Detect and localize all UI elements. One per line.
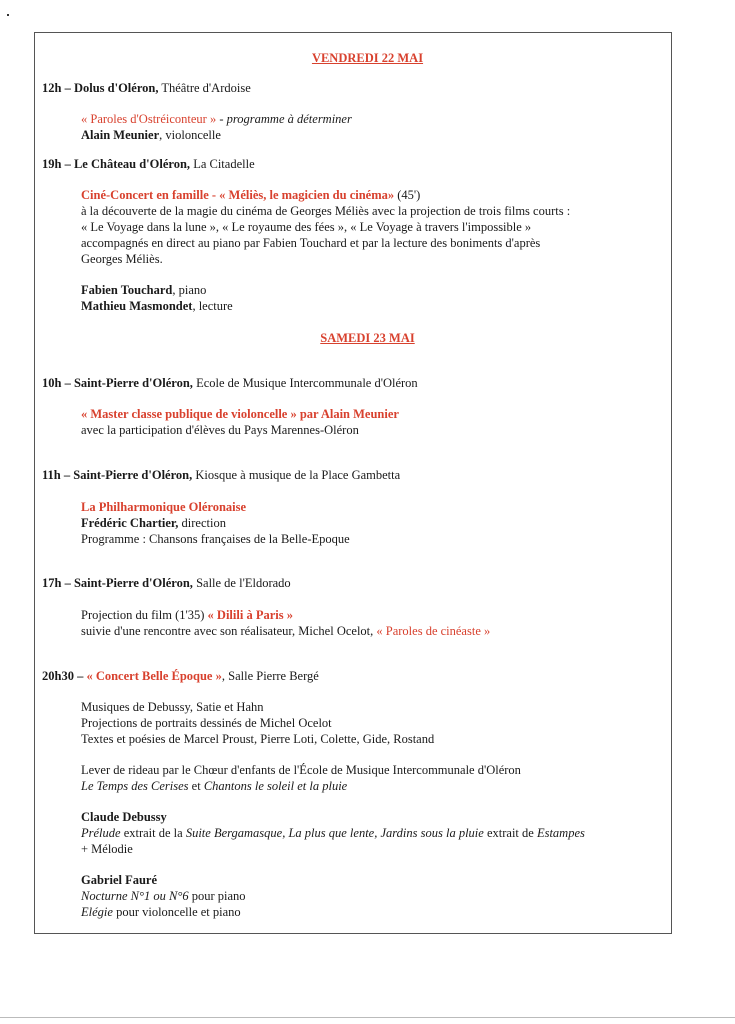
event-title: Ciné-Concert en famille - « Méliès, le magicien du cinéma» (45') (81, 188, 421, 202)
repertoire-line: + Mélodie (81, 842, 133, 856)
composer-name: Gabriel Fauré (81, 873, 158, 887)
repertoire-line: Nocturne N°1 ou N°6 pour piano (81, 889, 246, 903)
event-header: 17h – Saint-Pierre d'Oléron, Salle de l'Eldorado (42, 576, 291, 590)
event-description-line: accompagnés en direct au piano par Fabien Touchard et par la lecture des boniments d'après (81, 236, 541, 250)
event-header: 20h30 – « Concert Belle Époque », Salle Pierre Bergé (42, 669, 319, 683)
event-header: 12h – Dolus d'Oléron, Théâtre d'Ardoise (42, 81, 251, 95)
event-description-line: à la découverte de la magie du cinéma de Georges Méliès avec la projection de trois films courts : (81, 204, 571, 218)
program-line: Programme : Chansons françaises de la Belle-Epoque (81, 532, 350, 546)
repertoire-line: Elégie pour violoncelle et piano (81, 905, 241, 919)
repertoire-line: Prélude extrait de la Suite Bergamasque, La plus que lente, Jardins sous la pluie extrait de Estampes (81, 826, 585, 840)
film-line: Projection du film (1'35) « Dilili à Paris » (81, 608, 293, 622)
curtain-raiser-line: Lever de rideau par le Chœur d'enfants de l'École de Musique Intercommunale d'Oléron (81, 763, 521, 777)
day-heading-friday: VENDREDI 22 MAI (311, 51, 424, 65)
day-heading-saturday: SAMEDI 23 MAI (320, 331, 415, 345)
songs-line: Le Temps des Cerises et Chantons le soleil et la pluie (81, 779, 348, 793)
event-description-line: avec la participation d'élèves du Pays Marennes-Oléron (81, 423, 359, 437)
scan-speck (7, 14, 9, 16)
performer: Mathieu Masmondet, lecture (81, 299, 233, 313)
concert-info-line: Projections de portraits dessinés de Michel Ocelot (81, 716, 332, 730)
performer: Fabien Touchard, piano (81, 283, 207, 297)
concert-info-line: Musiques de Debussy, Satie et Hahn (81, 700, 264, 714)
event-description-line: « Le Voyage dans la lune », « Le royaume des fées », « Le Voyage à travers l'impossible » (81, 220, 532, 234)
scan-edge-line (0, 1017, 735, 1018)
event-header: 19h – Le Château d'Oléron, La Citadelle (42, 157, 255, 171)
event-title: « Paroles d'Ostréiconteur » - programme à déterminer (81, 112, 352, 126)
concert-info-line: Textes et poésies de Marcel Proust, Pierre Loti, Colette, Gide, Rostand (81, 732, 435, 746)
event-header: 10h – Saint-Pierre d'Oléron, Ecole de Musique Intercommunale d'Oléron (42, 376, 418, 390)
event-title: La Philharmonique Oléronaise (81, 500, 247, 514)
event-header: 11h – Saint-Pierre d'Oléron, Kiosque à musique de la Place Gambetta (42, 468, 401, 482)
event-title: « Master classe publique de violoncelle » par Alain Meunier (81, 407, 399, 421)
composer-name: Claude Debussy (81, 810, 167, 824)
director: Frédéric Chartier, direction (81, 516, 226, 530)
performer: Alain Meunier, violoncelle (81, 128, 221, 142)
event-description-line: Georges Méliès. (81, 252, 163, 266)
talk-line: suivie d'une rencontre avec son réalisateur, Michel Ocelot, « Paroles de cinéaste » (81, 624, 491, 638)
